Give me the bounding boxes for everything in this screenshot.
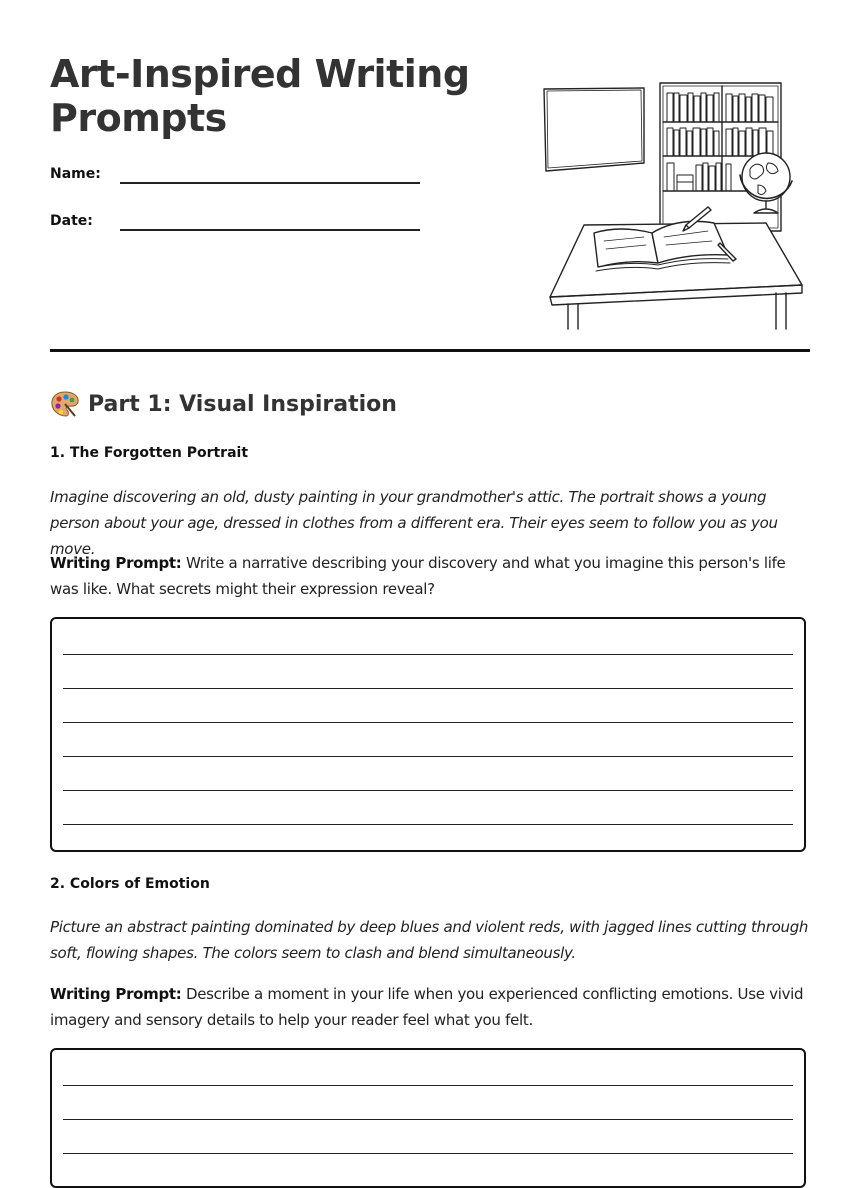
prompt1-text: Write a narrative describing your discovery and what you imagine this person's life was like. What secrets might their expression reveal? [50,554,786,598]
header-divider [50,349,810,352]
part1-heading [50,390,397,418]
response-line [63,790,793,791]
date-label: Date: [50,213,93,229]
response-line [63,688,793,689]
response-line [63,654,793,655]
prompt1-writing-prompt [50,550,810,602]
prompt2-title: 2. Colors of Emotion [50,876,210,892]
name-field [50,166,422,190]
prompt1-title: 1. The Forgotten Portrait [50,445,249,461]
worksheet-title: Art-Inspired Writing Prompts [50,52,470,140]
response-line [63,1085,793,1086]
prompt2-scenario: Picture an abstract painting dominated by deep blues and violent reds, with jagged lines cutting through soft, flowing shapes. The colors seem to clash and blend simultaneously. [50,918,809,962]
prompt1-label: Writing Prompt: [50,554,182,572]
date-input-line[interactable] [120,229,420,231]
prompt2-writing-prompt [50,981,810,1033]
prompt2-text: Describe a moment in your life when you experienced conflicting emotions. Use vivid imagery and sensory details to help your reader feel what you felt. [50,985,804,1029]
prompt2-response-box[interactable] [50,1048,806,1188]
name-input-line[interactable] [120,182,420,184]
classroom-desk-illustration [540,75,810,337]
prompt1-scenario: Imagine discovering an old, dusty painting in your grandmother's attic. The portrait shows a young person about your age, dressed in clothes from a different era. Their eyes seem to follow you as you move. [50,488,778,558]
response-line [63,824,793,825]
date-field [50,213,422,237]
artist-palette-icon [50,390,80,418]
response-line [63,722,793,723]
response-line [63,1119,793,1120]
response-line [63,756,793,757]
part1-heading-text: Part 1: Visual Inspiration [88,391,397,417]
prompt2-label: Writing Prompt: [50,985,182,1003]
prompt1-response-box[interactable] [50,617,806,852]
response-line [63,1153,793,1154]
name-label: Name: [50,166,101,182]
